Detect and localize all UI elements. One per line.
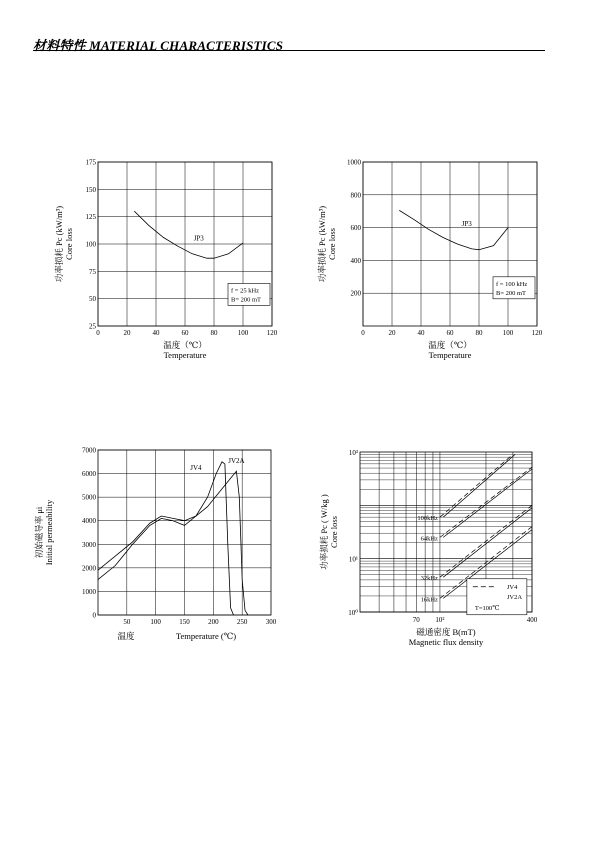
y-tick-label: 100 — [85, 240, 96, 249]
x-tick-label: 80 — [210, 329, 218, 337]
series-line-jp3 — [399, 210, 508, 249]
y-axis-label-2: Core loss — [327, 228, 337, 260]
y-tick-label: 175 — [85, 158, 96, 167]
series-label-jp3: JP3 — [461, 219, 472, 228]
y-tick-label: 0 — [92, 611, 96, 620]
legend-label-jv2a: JV2A — [506, 593, 523, 601]
y-tick-label: 125 — [85, 213, 96, 222]
header-rule — [33, 50, 545, 51]
y-tick-label: 600 — [350, 224, 361, 233]
frequency-label: 16kHz — [420, 596, 438, 604]
y-tick-label: 50 — [89, 295, 96, 304]
x-tick-label: 80 — [475, 329, 483, 337]
x-tick-label: 120 — [531, 329, 543, 337]
y-tick-label: 3000 — [82, 540, 96, 549]
x-tick-label: 10² — [435, 616, 445, 624]
chart-core-loss-100khz — [305, 150, 555, 370]
x-tick-label: 0 — [361, 329, 365, 337]
x-axis-label-cn: 磁通密度 B(mT) — [416, 627, 476, 637]
x-tick-label: 0 — [96, 329, 100, 337]
series-label-jp3: JP3 — [193, 234, 204, 243]
y-tick-label: 400 — [350, 256, 361, 265]
y-axis-label-2: Core loss — [329, 516, 339, 548]
x-axis-label: Temperature — [428, 350, 472, 360]
x-axis-label-cn: 温度 — [117, 631, 135, 641]
y-tick-label: 5000 — [82, 493, 96, 502]
condition-frequency: f = 25 kHz — [231, 287, 260, 295]
x-tick-label: 40 — [152, 329, 160, 337]
series-line-jv2a-64khz — [443, 469, 532, 537]
condition-frequency: f = 100 kHz — [496, 280, 528, 288]
y-tick-label: 10⁰ — [348, 609, 358, 617]
chart-core-loss-vs-flux — [305, 440, 555, 660]
y-axis-label: 功率损耗 Pc (kW/m³) — [54, 205, 64, 283]
x-tick-label: 100 — [150, 618, 161, 626]
x-axis-label: Temperature (℃) — [175, 631, 237, 641]
y-tick-label: 2000 — [82, 564, 96, 573]
x-axis-label-cn: 温度（℃） — [163, 340, 207, 350]
x-tick-label: 400 — [526, 616, 538, 624]
y-tick-label: 1000 — [82, 587, 96, 596]
x-tick-label: 250 — [236, 618, 248, 626]
condition-flux: B= 200 mT — [231, 296, 262, 304]
series-line-jv2a — [98, 471, 248, 615]
y-tick-label: 10³ — [348, 449, 358, 457]
y-axis-label-2: Core loss — [64, 228, 74, 260]
frequency-label: 64kHz — [420, 535, 438, 543]
x-tick-label: 200 — [208, 618, 219, 626]
y-tick-label: 1000 — [347, 158, 361, 167]
x-tick-label: 60 — [446, 329, 454, 337]
legend-label-jv4: JV4 — [506, 583, 518, 591]
series-label-jv2a: JV2A — [228, 456, 245, 465]
x-tick-label: 100 — [502, 329, 514, 337]
y-tick-label: 7000 — [82, 446, 96, 455]
x-axis-label: Temperature — [163, 350, 207, 360]
x-tick-label: 150 — [179, 618, 190, 626]
y-axis-label: 功率损耗 Pc (kW/m³) — [317, 205, 327, 283]
y-axis-label-2: Initial permeability — [44, 499, 54, 566]
x-tick-label: 60 — [181, 329, 189, 337]
x-tick-label: 300 — [265, 618, 277, 626]
y-tick-label: 6000 — [82, 470, 96, 479]
series-line-jp3 — [134, 211, 243, 258]
x-tick-label: 120 — [266, 329, 278, 337]
y-tick-label: 10¹ — [348, 555, 358, 564]
y-tick-label: 75 — [89, 267, 96, 276]
x-axis-label: Magnetic flux density — [408, 637, 484, 647]
y-tick-label: 200 — [350, 289, 361, 298]
page-header — [33, 35, 545, 53]
y-tick-label: 25 — [89, 322, 96, 331]
legend-temperature: T=100℃ — [474, 604, 500, 612]
frequency-label: 100kHz — [417, 515, 438, 523]
chart-initial-permeability — [28, 440, 290, 660]
x-tick-label: 100 — [237, 329, 249, 337]
condition-flux: B= 200 mT — [496, 289, 527, 297]
x-tick-label: 20 — [123, 329, 131, 337]
chart-core-loss-25khz — [40, 150, 290, 370]
y-tick-label: 4000 — [82, 517, 96, 526]
x-tick-label: 20 — [388, 329, 396, 337]
series-label-jv4: JV4 — [190, 464, 202, 473]
y-axis-label: 功率损耗 Pc ( W/kg ) — [319, 494, 329, 570]
y-tick-label: 800 — [350, 191, 361, 200]
x-tick-label: 70 — [412, 616, 420, 624]
x-axis-label-cn: 温度（℃） — [428, 340, 472, 350]
x-tick-label: 40 — [417, 329, 425, 337]
y-axis-label: 初始磁导率 μi — [34, 506, 44, 559]
x-tick-label: 50 — [123, 618, 131, 626]
y-tick-label: 150 — [85, 185, 96, 194]
page-title: 材料特性 MATERIAL CHARACTERISTICS — [33, 38, 284, 53]
frequency-label: 32kHz — [420, 575, 438, 583]
